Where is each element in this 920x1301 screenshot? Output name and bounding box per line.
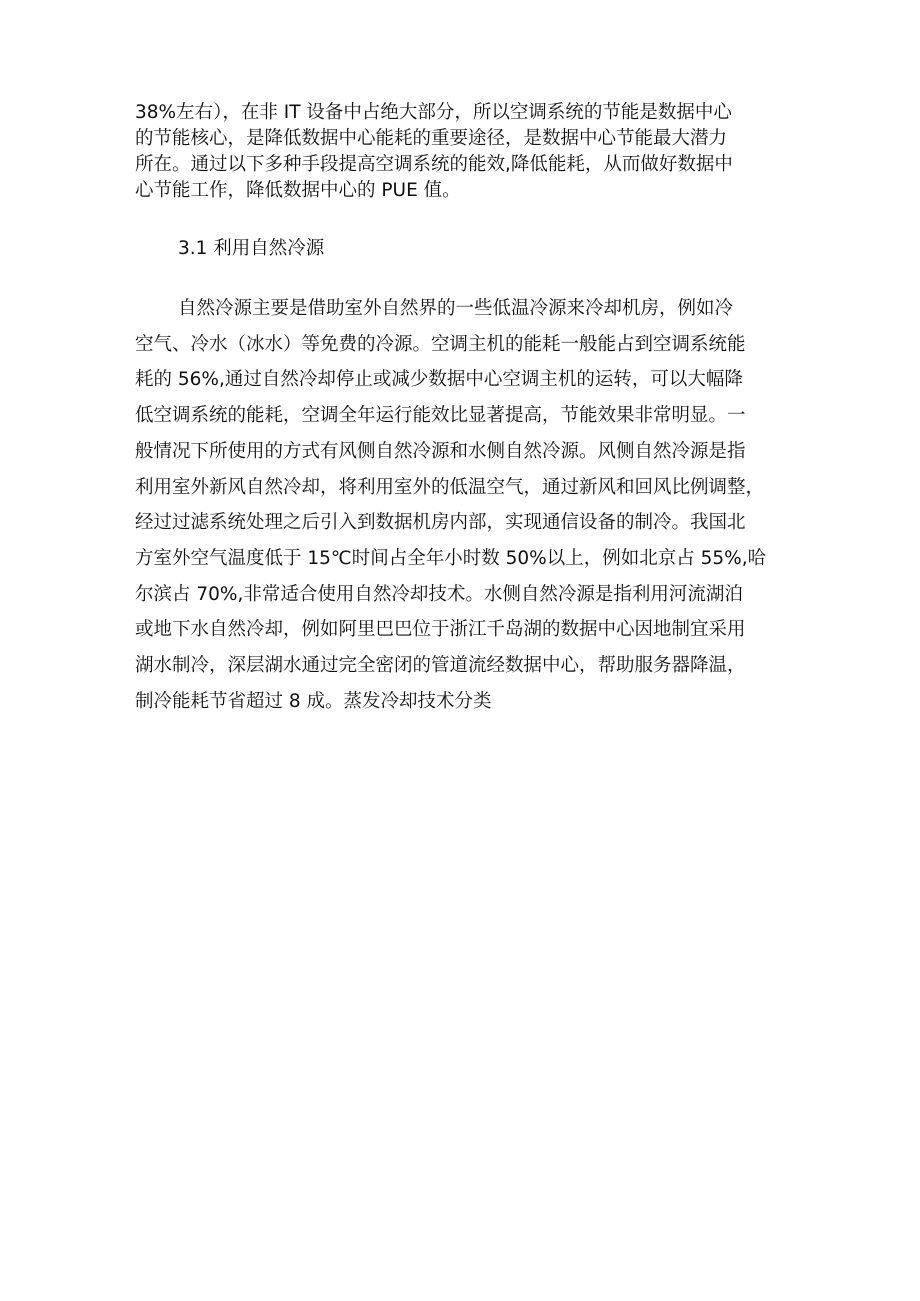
- paragraph-line: 自然冷源主要是借助室外自然界的一些低温冷源来冷却机房，例如冷: [178, 298, 734, 319]
- paragraph-line: 38%左右），在非 IT 设备中占绝大部分，所以空调系统的节能是数据中心: [135, 102, 732, 123]
- intro-paragraph: [135, 100, 795, 204]
- paragraph-line: 低空调系统的能耗，空调全年运行能效比显著提高，节能效果非常明显。一: [135, 405, 746, 427]
- paragraph-line: 湖水制冷，深层湖水通过完全密闭的管道流经数据中心，帮助服务器降温，: [135, 655, 746, 677]
- paragraph-line: 空气、冷水（冰水）等免费的冷源。空调主机的能耗一般能占到空调系统能: [135, 333, 746, 355]
- paragraph-line: 般情况下所使用的方式有风侧自然冷源和水侧自然冷源。风侧自然冷源是指: [135, 440, 746, 462]
- paragraph-line: 或地下水自然冷却，例如阿里巴巴位于浙江千岛湖的数据中心因地制宜采用: [135, 619, 746, 641]
- paragraph-line: 所在。通过以下多种手段提高空调系统的能效,降低能耗，从而做好数据中: [135, 154, 733, 175]
- paragraph-line: 经过过滤系统处理之后引入到数据机房内部，实现通信设备的制冷。我国北: [135, 512, 746, 534]
- paragraph-line: 制冷能耗节省超过 8 成。蒸发冷却技术分类: [135, 690, 492, 712]
- section-heading: 3.1 利用自然冷源: [178, 238, 325, 259]
- paragraph-line: 的节能核心，是降低数据中心能耗的重要途径，是数据中心节能最大潜力: [135, 128, 728, 149]
- paragraph-line: 利用室外新风自然冷却，将利用室外的低温空气，通过新风和回风比例调整，: [135, 476, 765, 498]
- body-paragraph: [135, 291, 795, 719]
- paragraph-line: 尔滨占 70%,非常适合使用自然冷却技术。水侧自然冷源是指利用河流湖泊: [135, 583, 743, 605]
- paragraph-line: 心节能工作，降低数据中心的 PUE 值。: [135, 180, 461, 201]
- paragraph-line: 耗的 56%,通过自然冷却停止或减少数据中心空调主机的运转，可以大幅降: [135, 369, 743, 391]
- paragraph-line: 方室外空气温度低于 15℃时间占全年小时数 50%以上，例如北京占 55%,哈: [135, 547, 767, 569]
